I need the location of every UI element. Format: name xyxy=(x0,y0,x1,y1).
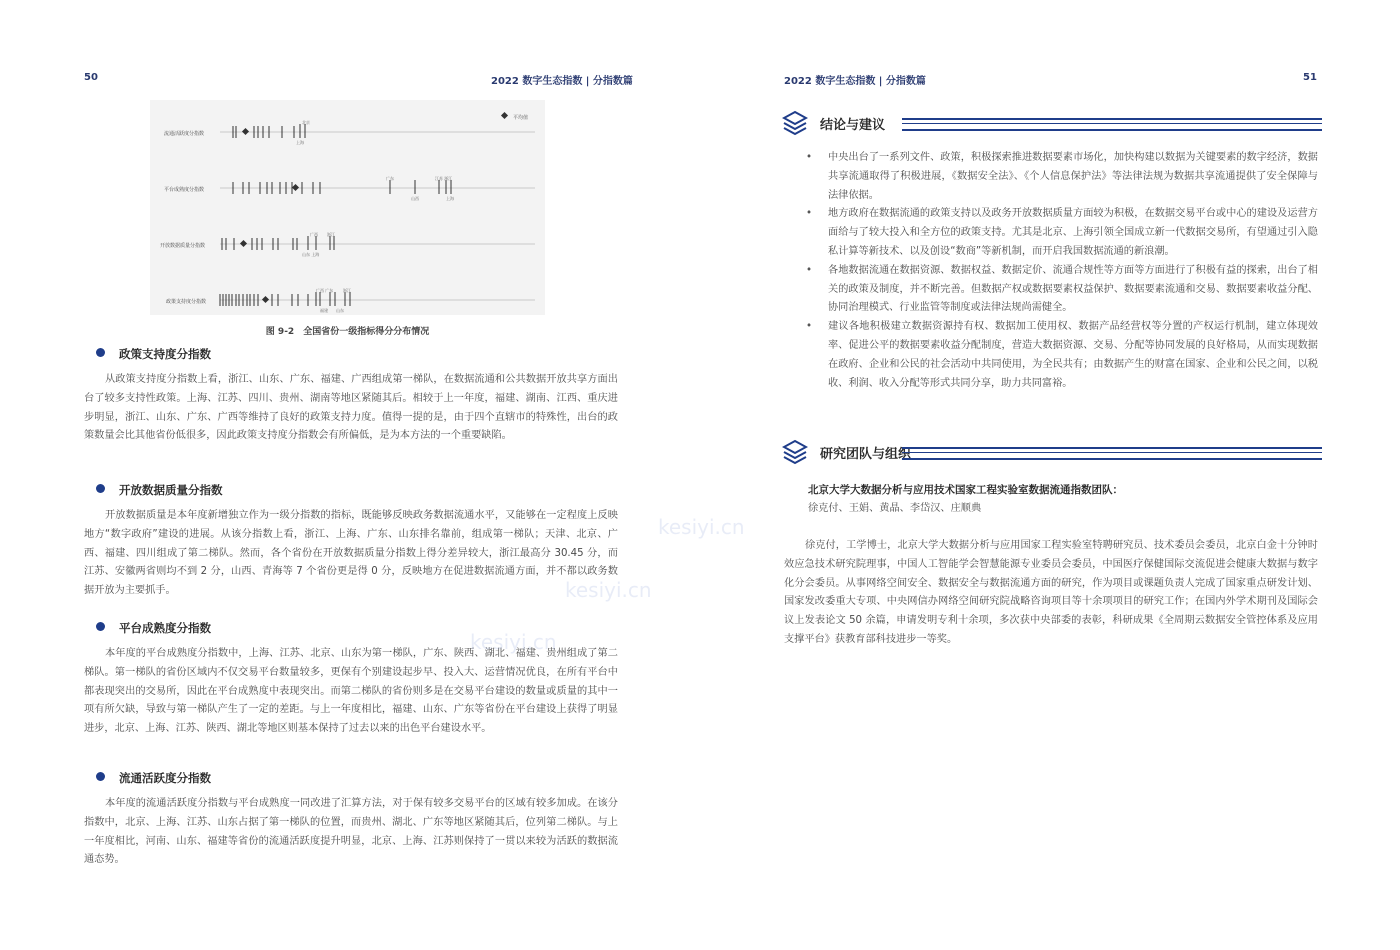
section-heading-text: 开放数据质量分指数 xyxy=(119,483,223,497)
bullet-dot-icon xyxy=(96,772,105,781)
list-item: • 地方政府在数据流通的政策支持以及政务开放数据质量方面较为积极，在数据交易平台或中心的建设及运营方面给与了较大投入和全方位的政策支持。尤其是北京、上海引领全国成立新一代数据交易所，有望通过引入隐私计算等新技术、以及创设“数商”等新机制，而开启我国数据流通的新浪潮。 xyxy=(806,205,1318,261)
row-label: 政策支持度分指数 xyxy=(166,299,207,305)
row-annotation: 山东 xyxy=(336,308,344,313)
member-bio xyxy=(784,537,1318,650)
row-annotation: 北京 xyxy=(302,120,310,125)
bullet-dot-icon xyxy=(96,348,105,357)
heading-rule xyxy=(902,447,1322,460)
figure-row xyxy=(166,287,535,313)
section-heading xyxy=(96,482,223,498)
row-label: 流通活跃度分指数 xyxy=(164,131,205,137)
section-body xyxy=(84,795,618,870)
team-org-title: 北京大学大数据分析与应用技术国家工程实验室数据流通指数团队： xyxy=(808,484,1123,496)
list-item: • 各地数据流通在数据资源、数据权益、数据定价、流通合规性等方面等方面进行了积极有益的探索，出台了相关的政策及制度，并不断完善。但数据产权或数据要素权益保护、数据要素流通和交易、数据要素收益分配、协同治理模式、行业监管等制度或法律法规尚需健全。 xyxy=(806,262,1318,318)
row-annotation: 山西 xyxy=(411,196,419,201)
layers-icon xyxy=(782,110,808,138)
conclusions-list xyxy=(806,149,1318,393)
row-annotation: 浙江 xyxy=(327,232,335,237)
running-header: 2022 数字生态指数 | 分指数篇 xyxy=(784,76,926,87)
layers-icon xyxy=(782,439,808,467)
section-heading-text: 政策支持度分指数 xyxy=(119,347,211,361)
watermark: kesiyi.cn xyxy=(565,578,652,602)
section-heading-text: 平台成熟度分指数 xyxy=(119,621,211,635)
paragraph: 本年度的平台成熟度分指数中，上海、江苏、北京、山东为第一梯队，广东、陕西、湖北、福建、贵州组成了第二梯队。第一梯队的省份区域内不仅交易平台数量较多，更保有个别建设起步早、投入大、运营情况优良，在所有平台中都表现突出的交易所，因此在平台成熟度中表现突出。而第二梯队的省份则多是在交易平台建设的数量或质量的其中一项有所欠缺，导致与第一梯队产生了一定的差距。与上一年度相比，福建、山东、广东等省份在平台建设上获得了明显进步，北京、上海、江苏、陕西、湖北等地区则基本保持了过去以来的出色平台建设水平。 xyxy=(84,648,618,735)
row-annotation: 广东 xyxy=(386,176,394,181)
mean-marker xyxy=(262,296,269,303)
section-body xyxy=(84,507,618,601)
section-heading-conclusions xyxy=(782,110,1322,140)
paragraph: 本年度的流通活跃度分指数与平台成熟度一同改进了汇算方法，对于保有较多交易平台的区域有较多加成。在该分指数中，北京、上海、江苏、山东占据了第一梯队的位置，而贵州、湖北、广东等地区紧随其后，位列第二梯队。与上一年度相比，河南、山东、福建等省份的流通活跃度提升明显，北京、上海、江苏则保持了一贯以来较为活跃的数据流通态势。 xyxy=(84,798,618,866)
bullet-dot-icon xyxy=(96,484,105,493)
mean-marker xyxy=(292,184,299,191)
row-annotation: 上海 xyxy=(296,140,304,145)
page-number: 51 xyxy=(1303,72,1317,83)
figure-graphic xyxy=(150,100,545,315)
section-body xyxy=(84,645,618,739)
section-title: 研究团队与组织 xyxy=(820,447,912,462)
row-annotation: 福建 xyxy=(320,308,328,313)
paragraph: 从政策支持度分指数上看，浙江、山东、广东、福建、广西组成第一梯队，在数据流通和公共数据开放共享方面出台了较多支持性政策。上海、江苏、四川、贵州、湖南等地区紧随其后。相较于上一年度，福建、湖南、江西、重庆进步明显，浙江、山东、广东、广西等维持了良好的政策支持力度。值得一提的是，由于四个直辖市的特殊性，出台的政策数量会比其他省份低很多，因此政策支持度分指数会有所偏低，是为本方法的一个重要缺陷。 xyxy=(84,374,618,442)
figure-row xyxy=(164,119,535,145)
running-header: 2022 数字生态指数 | 分指数篇 xyxy=(491,76,633,87)
mean-marker xyxy=(242,128,249,135)
row-label: 平台成熟度分指数 xyxy=(164,187,205,193)
row-annotation: 浙江 xyxy=(343,288,351,293)
page-number: 50 xyxy=(84,72,98,83)
list-item: • 建议各地积极建立数据资源持有权、数据加工使用权、数据产品经营权等分置的产权运行机制，建立体现效率、促进公平的数据要素收益分配制度，营造大数据资源、交易、分配等协同发展的良好格局，从而实现数据在政府、企业和公民的社会活动中共同使用，为全民共有；由数据产生的财富在国家、企业和公民之间，以税收、利润、收入分配等形式共同分享，助力共同富裕。 xyxy=(806,318,1318,393)
section-heading xyxy=(96,620,211,636)
row-label: 开放数据质量分指数 xyxy=(160,243,206,249)
watermark: kesiyi.cn xyxy=(470,630,557,654)
row-annotation: 山东 上海 xyxy=(302,252,320,257)
paragraph: 开放数据质量是本年度新增独立作为一级分指数的指标，既能够反映政务数据流通水平，又能够在一定程度上反映地方“数字政府”建设的进展。从该分指数上看，浙江、上海、广东、山东排名靠前，组成第一梯队；天津、北京、广西、福建、四川组成了第二梯队。然而，各个省份在开放数据质量分指数上得分差异较大，浙江最高分 30.45 分，而江苏、安徽两省则均不到 2 分，山西、青海等 7 个省份更是得 0 分，反映地方在促进数据流通方面，并不都以政务数据开放为主要抓手。 xyxy=(84,510,618,597)
team-members: 徐克付、王娟、黄晶、李岱汉、庄顺典 xyxy=(808,503,982,514)
section-heading xyxy=(96,346,211,362)
section-heading xyxy=(96,770,211,786)
legend-diamond-icon xyxy=(501,112,508,119)
row-annotation: 江苏 浙江 xyxy=(435,176,453,181)
figure-row xyxy=(164,175,535,201)
distribution-figure xyxy=(150,100,545,315)
row-annotation: 广西 xyxy=(310,232,318,237)
figure-caption: 图 9-2 全国省份一级指标得分分布情况 xyxy=(265,327,430,337)
heading-rule xyxy=(902,118,1322,131)
mean-marker xyxy=(240,240,247,247)
row-annotation: 上海 xyxy=(446,196,454,201)
watermark: kesiyi.cn xyxy=(658,515,745,539)
list-item: • 中央出台了一系列文件、政策，积极探索推进数据要素市场化，加快构建以数据为关键要素的数字经济，数据共享流通取得了积极进展，《数据安全法》、《个人信息保护法》等法律法规为数据共享流通提供了安全保障与法律依据。 xyxy=(806,149,1318,205)
row-annotation: 广西 广东 xyxy=(316,288,334,293)
paragraph: 徐克付，工学博士，北京大学大数据分析与应用国家工程实验室特聘研究员、技术委员会委员，北京白金十分钟时效应急技术研究院理事，中国人工智能学会智慧能源专业委员会委员，中国医疗保健国际交流促进会健康大数据与数字化分会委员。从事网络空间安全、数据安全与数据流通方面的研究，作为项目或课题负责人完成了国家重点研发计划、国家发改委重大专项、中央网信办网络空间研究院战略咨询项目等十余项项目的研究工作；在国内外学术期刊及国际会议上发表论文 50 余篇，申请发明专利十余项，多次获中央部委的表彰，科研成果《全周期云数据安全管控体系及应用支撑平台》获教育部科技进步一等奖。 xyxy=(784,540,1318,645)
bullet-dot-icon xyxy=(96,622,105,631)
section-body xyxy=(84,371,618,446)
legend xyxy=(501,112,528,121)
section-title: 结论与建议 xyxy=(820,118,886,133)
legend-label: 平均值 xyxy=(513,115,529,121)
section-heading-text: 流通活跃度分指数 xyxy=(119,771,211,785)
figure-row xyxy=(160,231,535,257)
section-heading-team xyxy=(782,439,1322,469)
